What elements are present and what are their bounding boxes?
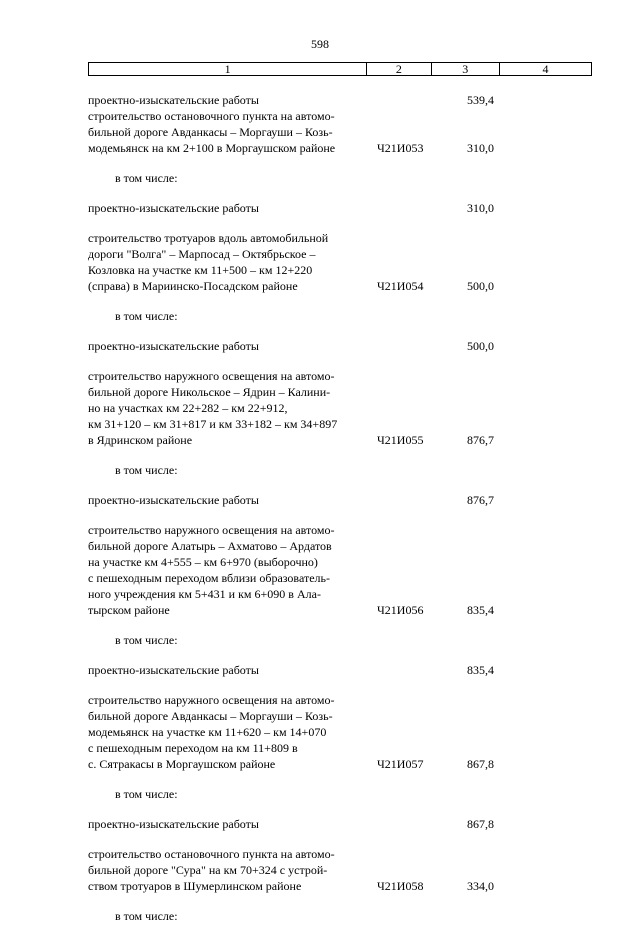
- subheading-text: в том числе:: [115, 171, 178, 185]
- row-description: [88, 92, 367, 156]
- description-line: км 31+120 – км 31+817 и км 33+182 – км 34+897: [88, 417, 338, 431]
- row-code: Ч21И053: [377, 141, 424, 155]
- description-line: модемьянск на км 2+100 в Моргаушском районе: [88, 141, 336, 155]
- description-line: строительство наружного освещения на автомо-: [88, 693, 335, 707]
- subheading-row: [88, 462, 592, 478]
- row-amount: 310,0: [467, 201, 494, 215]
- table-row: [88, 368, 592, 448]
- row-code: Ч21И058: [377, 879, 424, 893]
- row-description: [88, 692, 367, 772]
- description-line: бильной дороге Алатырь – Ахматово – Ардатов: [88, 539, 332, 553]
- description-line: строительство остановочного пункта на автомо-: [88, 109, 335, 123]
- description-line: строительство остановочного пункта на автомо-: [88, 847, 335, 861]
- subheading-row: [88, 908, 592, 924]
- row-amount: 867,8: [467, 757, 494, 771]
- row-code: Ч21И056: [377, 603, 424, 617]
- table-row: [88, 230, 592, 294]
- description-line: на участке км 4+555 – км 6+970 (выборочно): [88, 555, 318, 569]
- subheading-row: [88, 632, 592, 648]
- table-row: [88, 692, 592, 772]
- table-header: [88, 62, 592, 76]
- description-line: бильной дороге Авданкасы – Моргауши – Козь-: [88, 709, 333, 723]
- subheading-text: в том числе:: [115, 909, 178, 923]
- description-line: (справа) в Мариинско-Посадском районе: [88, 279, 298, 293]
- description-line: бильной дороге "Сура" на км 70+324 с устрой-: [88, 863, 328, 877]
- subheading-text: в том числе:: [115, 463, 178, 477]
- row-code: Ч21И054: [377, 279, 424, 293]
- design-works-text: проектно-изыскательские работы: [88, 817, 259, 831]
- row-description: [88, 230, 367, 294]
- table-row: [88, 846, 592, 894]
- design-works-text: проектно-изыскательские работы: [88, 201, 259, 215]
- description-line: проектно-изыскательские работы: [88, 93, 259, 107]
- table-row: [88, 522, 592, 618]
- description-line: но на участках км 22+282 – км 22+912,: [88, 401, 288, 415]
- description-line: ного учреждения км 5+431 и км 6+090 в Ала-: [88, 587, 321, 601]
- column-header-3: 3: [431, 63, 499, 76]
- row-description: [88, 846, 367, 894]
- description-line: с. Сятракасы в Моргаушском районе: [88, 757, 276, 771]
- description-line: тырском районе: [88, 603, 170, 617]
- row-amount: 334,0: [467, 879, 494, 893]
- table-row: [88, 92, 592, 156]
- row-description: [88, 368, 367, 448]
- table-body: [88, 92, 592, 938]
- design-works-text: проектно-изыскательские работы: [88, 663, 259, 677]
- row-amount: 500,0: [467, 339, 494, 353]
- design-works-text: проектно-изыскательские работы: [88, 339, 259, 353]
- column-header-2: 2: [367, 63, 431, 76]
- description-line: с пешеходным переходом вблизи образователь-: [88, 571, 330, 585]
- row-code: Ч21И055: [377, 433, 424, 447]
- row-amount-previous: 539,4: [467, 93, 494, 107]
- subheading-row: [88, 170, 592, 186]
- description-line: строительство тротуаров вдоль автомобильной: [88, 231, 329, 245]
- design-works-row: [88, 338, 592, 354]
- description-line: Козловка на участке км 11+500 – км 12+220: [88, 263, 313, 277]
- description-line: строительство наружного освещения на автомо-: [88, 369, 335, 383]
- column-header-1: 1: [89, 63, 367, 76]
- row-amount: 500,0: [467, 279, 494, 293]
- row-amount: 835,4: [467, 663, 494, 677]
- description-line: бильной дороге Никольское – Ядрин – Калини-: [88, 385, 331, 399]
- description-line: ством тротуаров в Шумерлинском районе: [88, 879, 302, 893]
- description-line: бильной дороге Авданкасы – Моргауши – Козь-: [88, 125, 333, 139]
- design-works-row: [88, 816, 592, 832]
- subheading-text: в том числе:: [115, 787, 178, 801]
- design-works-text: проектно-изыскательские работы: [88, 493, 259, 507]
- design-works-row: [88, 492, 592, 508]
- description-line: строительство наружного освещения на автомо-: [88, 523, 335, 537]
- description-line: с пешеходным переходом на км 11+809 в: [88, 741, 298, 755]
- column-header-4: 4: [499, 63, 591, 76]
- description-line: дороги "Волга" – Марпосад – Октябрьское –: [88, 247, 316, 261]
- row-code: Ч21И057: [377, 757, 424, 771]
- design-works-row: [88, 662, 592, 678]
- row-amount: 310,0: [467, 141, 494, 155]
- row-amount: 867,8: [467, 817, 494, 831]
- design-works-row: [88, 200, 592, 216]
- row-amount: 835,4: [467, 603, 494, 617]
- subheading-text: в том числе:: [115, 309, 178, 323]
- subheading-row: [88, 308, 592, 324]
- page-number: 598: [311, 37, 329, 51]
- description-line: модемьянск на участке км 11+620 – км 14+070: [88, 725, 327, 739]
- subheading-row: [88, 786, 592, 802]
- row-amount: 876,7: [467, 493, 494, 507]
- subheading-text: в том числе:: [115, 633, 178, 647]
- row-description: [88, 522, 367, 618]
- row-amount: 876,7: [467, 433, 494, 447]
- description-line: в Ядринском районе: [88, 433, 193, 447]
